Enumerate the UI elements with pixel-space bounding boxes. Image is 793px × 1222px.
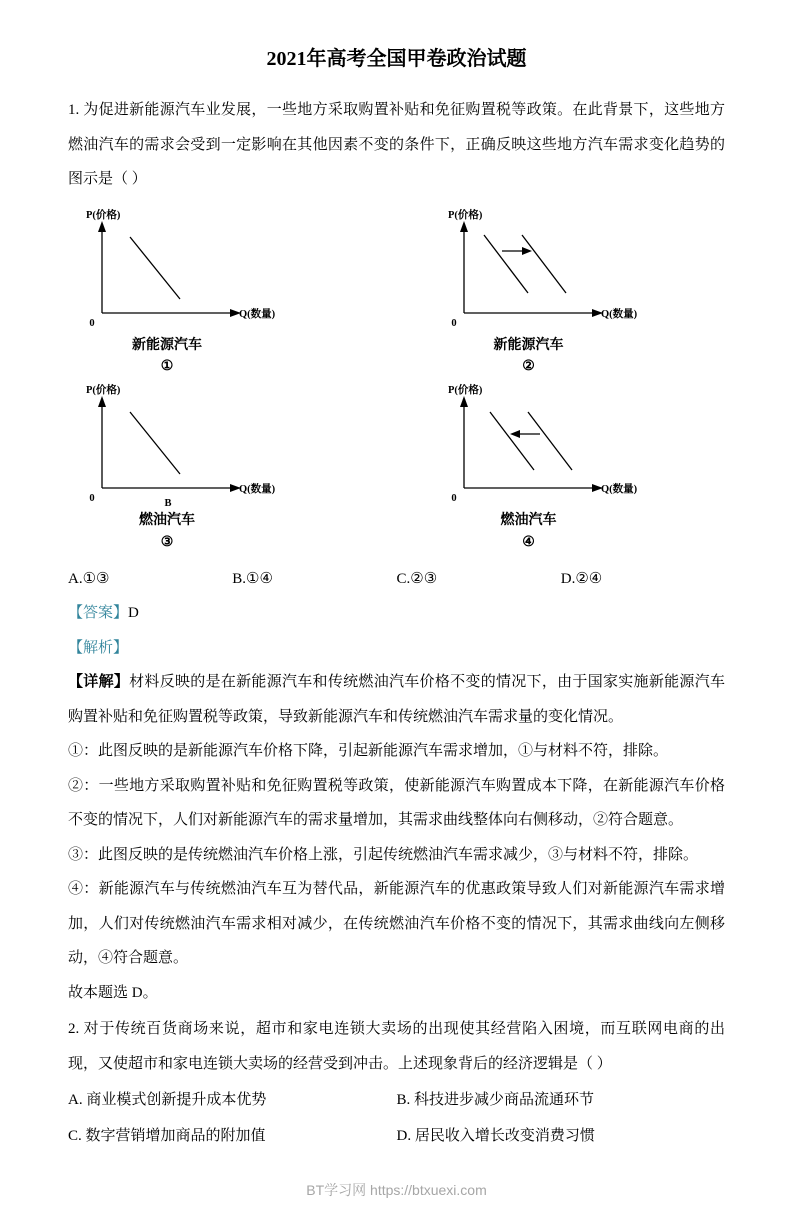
y-axis-label: P(价格): [86, 209, 121, 221]
option-label: D.: [560, 571, 576, 588]
shift-left-arrowhead-icon: [510, 430, 520, 438]
option-text: ②④: [575, 571, 603, 588]
graph-2-caption: [434, 335, 624, 378]
y-axis-label: P(价格): [447, 209, 482, 221]
y-axis-arrow-icon: [98, 396, 106, 407]
q1-option-c: [397, 563, 561, 596]
option-text: ②③: [410, 571, 438, 588]
option-label: C.: [68, 1127, 82, 1144]
option-text: 居民收入增长改变消费习惯: [414, 1127, 595, 1144]
y-axis-arrow-icon: [98, 221, 106, 232]
analysis-label: 【解析】: [68, 639, 129, 656]
q1-point-1: ①：此图反映的是新能源汽车价格下降，引起新能源汽车需求增加，①与材料不符，排除。: [68, 743, 669, 760]
graph-1-caption: [72, 335, 262, 378]
origin-label: 0: [89, 317, 95, 329]
option-text: ①③: [82, 571, 110, 588]
q1-point-2: ②：一些地方采取购置补贴和免征购置税等政策，使新能源汽车购置成本下降，在新能源汽车价格不变的情况下，人们对新能源汽车的需求量增加，其需求曲线整体向右侧移动，②符合题意。: [68, 777, 725, 829]
option-label: D.: [396, 1127, 412, 1144]
extra-label-b: B: [164, 497, 172, 509]
page-title: 2021年高考全国甲卷政治试题: [266, 48, 527, 70]
option-label: B.: [396, 1092, 411, 1109]
graph-number: ②: [522, 359, 535, 375]
q1-point-4: ④：新能源汽车与传统燃油汽车互为替代品，新能源汽车的优惠政策导致人们对新能源汽车需求增加，人们对传统燃油汽车需求相对减少，在传统燃油汽车价格不变的情况下，其需求曲线向左侧移动，④符合题意。: [68, 881, 725, 967]
demand-curve: [130, 237, 180, 299]
shift-right-arrowhead-icon: [522, 247, 532, 255]
answer-value: D: [128, 605, 139, 622]
graph-2: [434, 207, 726, 378]
option-label: A.: [68, 571, 83, 588]
option-text: 商业模式创新提升成本优势: [86, 1092, 267, 1109]
answer-label: 【答案】: [68, 605, 129, 622]
y-axis-label: P(价格): [447, 384, 482, 396]
option-text: 科技进步减少商品流通环节: [414, 1092, 595, 1109]
graph-1-plot: [72, 207, 282, 335]
graph-caption-text: 新能源汽车: [132, 337, 202, 353]
graph-caption-text: 新能源汽车: [493, 337, 564, 353]
origin-label: 0: [450, 317, 457, 329]
q1-answer-line: [68, 596, 725, 631]
demand-curve-shifted: [528, 412, 572, 470]
q2-options: [68, 1083, 725, 1154]
q2-option-b: [397, 1083, 726, 1118]
y-axis-arrow-icon: [460, 221, 468, 232]
q2-option-d: [397, 1119, 726, 1154]
option-text: ①④: [246, 571, 273, 588]
q2-option-c: [68, 1119, 397, 1154]
option-label: C.: [396, 571, 411, 588]
graph-3-plot: [72, 382, 282, 510]
site-watermark: BT学习网 https://btxuexi.com: [306, 1181, 487, 1198]
graph-4: [434, 382, 726, 553]
origin-label: 0: [450, 492, 457, 504]
q1-analysis-line: [68, 631, 725, 666]
graph-caption-text: 燃油汽车: [500, 512, 557, 528]
x-axis-label: Q(数量): [600, 483, 637, 495]
origin-label: 0: [89, 492, 95, 504]
q1-stem: 1. 为促进新能源汽车业发展，一些地方采取购置补贴和免征购置税等政策。在此背景下，这些地方燃油汽车的需求会受到一定影响在其他因素不变的条件下，正确反映这些地方汽车需求变化趋势的图示是（ ）: [68, 102, 725, 187]
q2-option-a: [68, 1083, 397, 1118]
demand-curve: [484, 235, 528, 293]
q2-stem: 2. 对于传统百货商场来说，超市和家电连锁大卖场的出现使其经营陷入困境，而互联网电商的出现，又使超市和家电连锁大卖场的经营受到冲击。上述现象背后的经济逻辑是（ ）: [68, 1021, 725, 1072]
graph-number: ①: [160, 359, 174, 375]
graph-3-caption: [72, 510, 262, 553]
graph-4-plot: [434, 382, 644, 510]
graph-1: [72, 207, 364, 378]
option-label: A.: [68, 1092, 83, 1109]
option-label: B.: [232, 571, 247, 588]
q1-graphs-grid: [68, 197, 725, 556]
graph-4-caption: [434, 510, 624, 553]
q1-option-d: [561, 563, 725, 596]
graph-number: ④: [522, 534, 535, 550]
x-axis-label: Q(数量): [239, 308, 276, 320]
graph-number: ③: [160, 534, 174, 550]
q1-detail-intro: [68, 665, 725, 734]
q1-point-3: ③：此图反映的是传统燃油汽车价格上涨，引起传统燃油汽车需求减少，③与材料不符，排除。: [68, 846, 699, 863]
q1-option-b: [232, 563, 396, 596]
demand-curve-shifted: [522, 235, 566, 293]
y-axis-arrow-icon: [460, 396, 468, 407]
q1-option-a: [68, 563, 232, 596]
graph-caption-text: 燃油汽车: [139, 512, 195, 528]
graph-3: [72, 382, 364, 553]
detail-label: 【详解】: [68, 674, 130, 691]
option-text: 数字营销增加商品的附加值: [85, 1127, 266, 1144]
graph-2-plot: [434, 207, 644, 335]
y-axis-label: P(价格): [86, 384, 121, 396]
x-axis-label: Q(数量): [600, 308, 637, 320]
x-axis-label: Q(数量): [239, 483, 276, 495]
detail-intro-text: 材料反映的是在新能源汽车和传统燃油汽车价格不变的情况下，由于国家实施新能源汽车购置补贴和免征购置税等政策，导致新能源汽车和传统燃油汽车需求量的变化情况。: [68, 674, 725, 725]
demand-curve: [490, 412, 534, 470]
q1-options: [68, 563, 725, 596]
demand-curve: [130, 412, 180, 474]
q1-conclusion: 故本题选 D。: [68, 984, 158, 1001]
